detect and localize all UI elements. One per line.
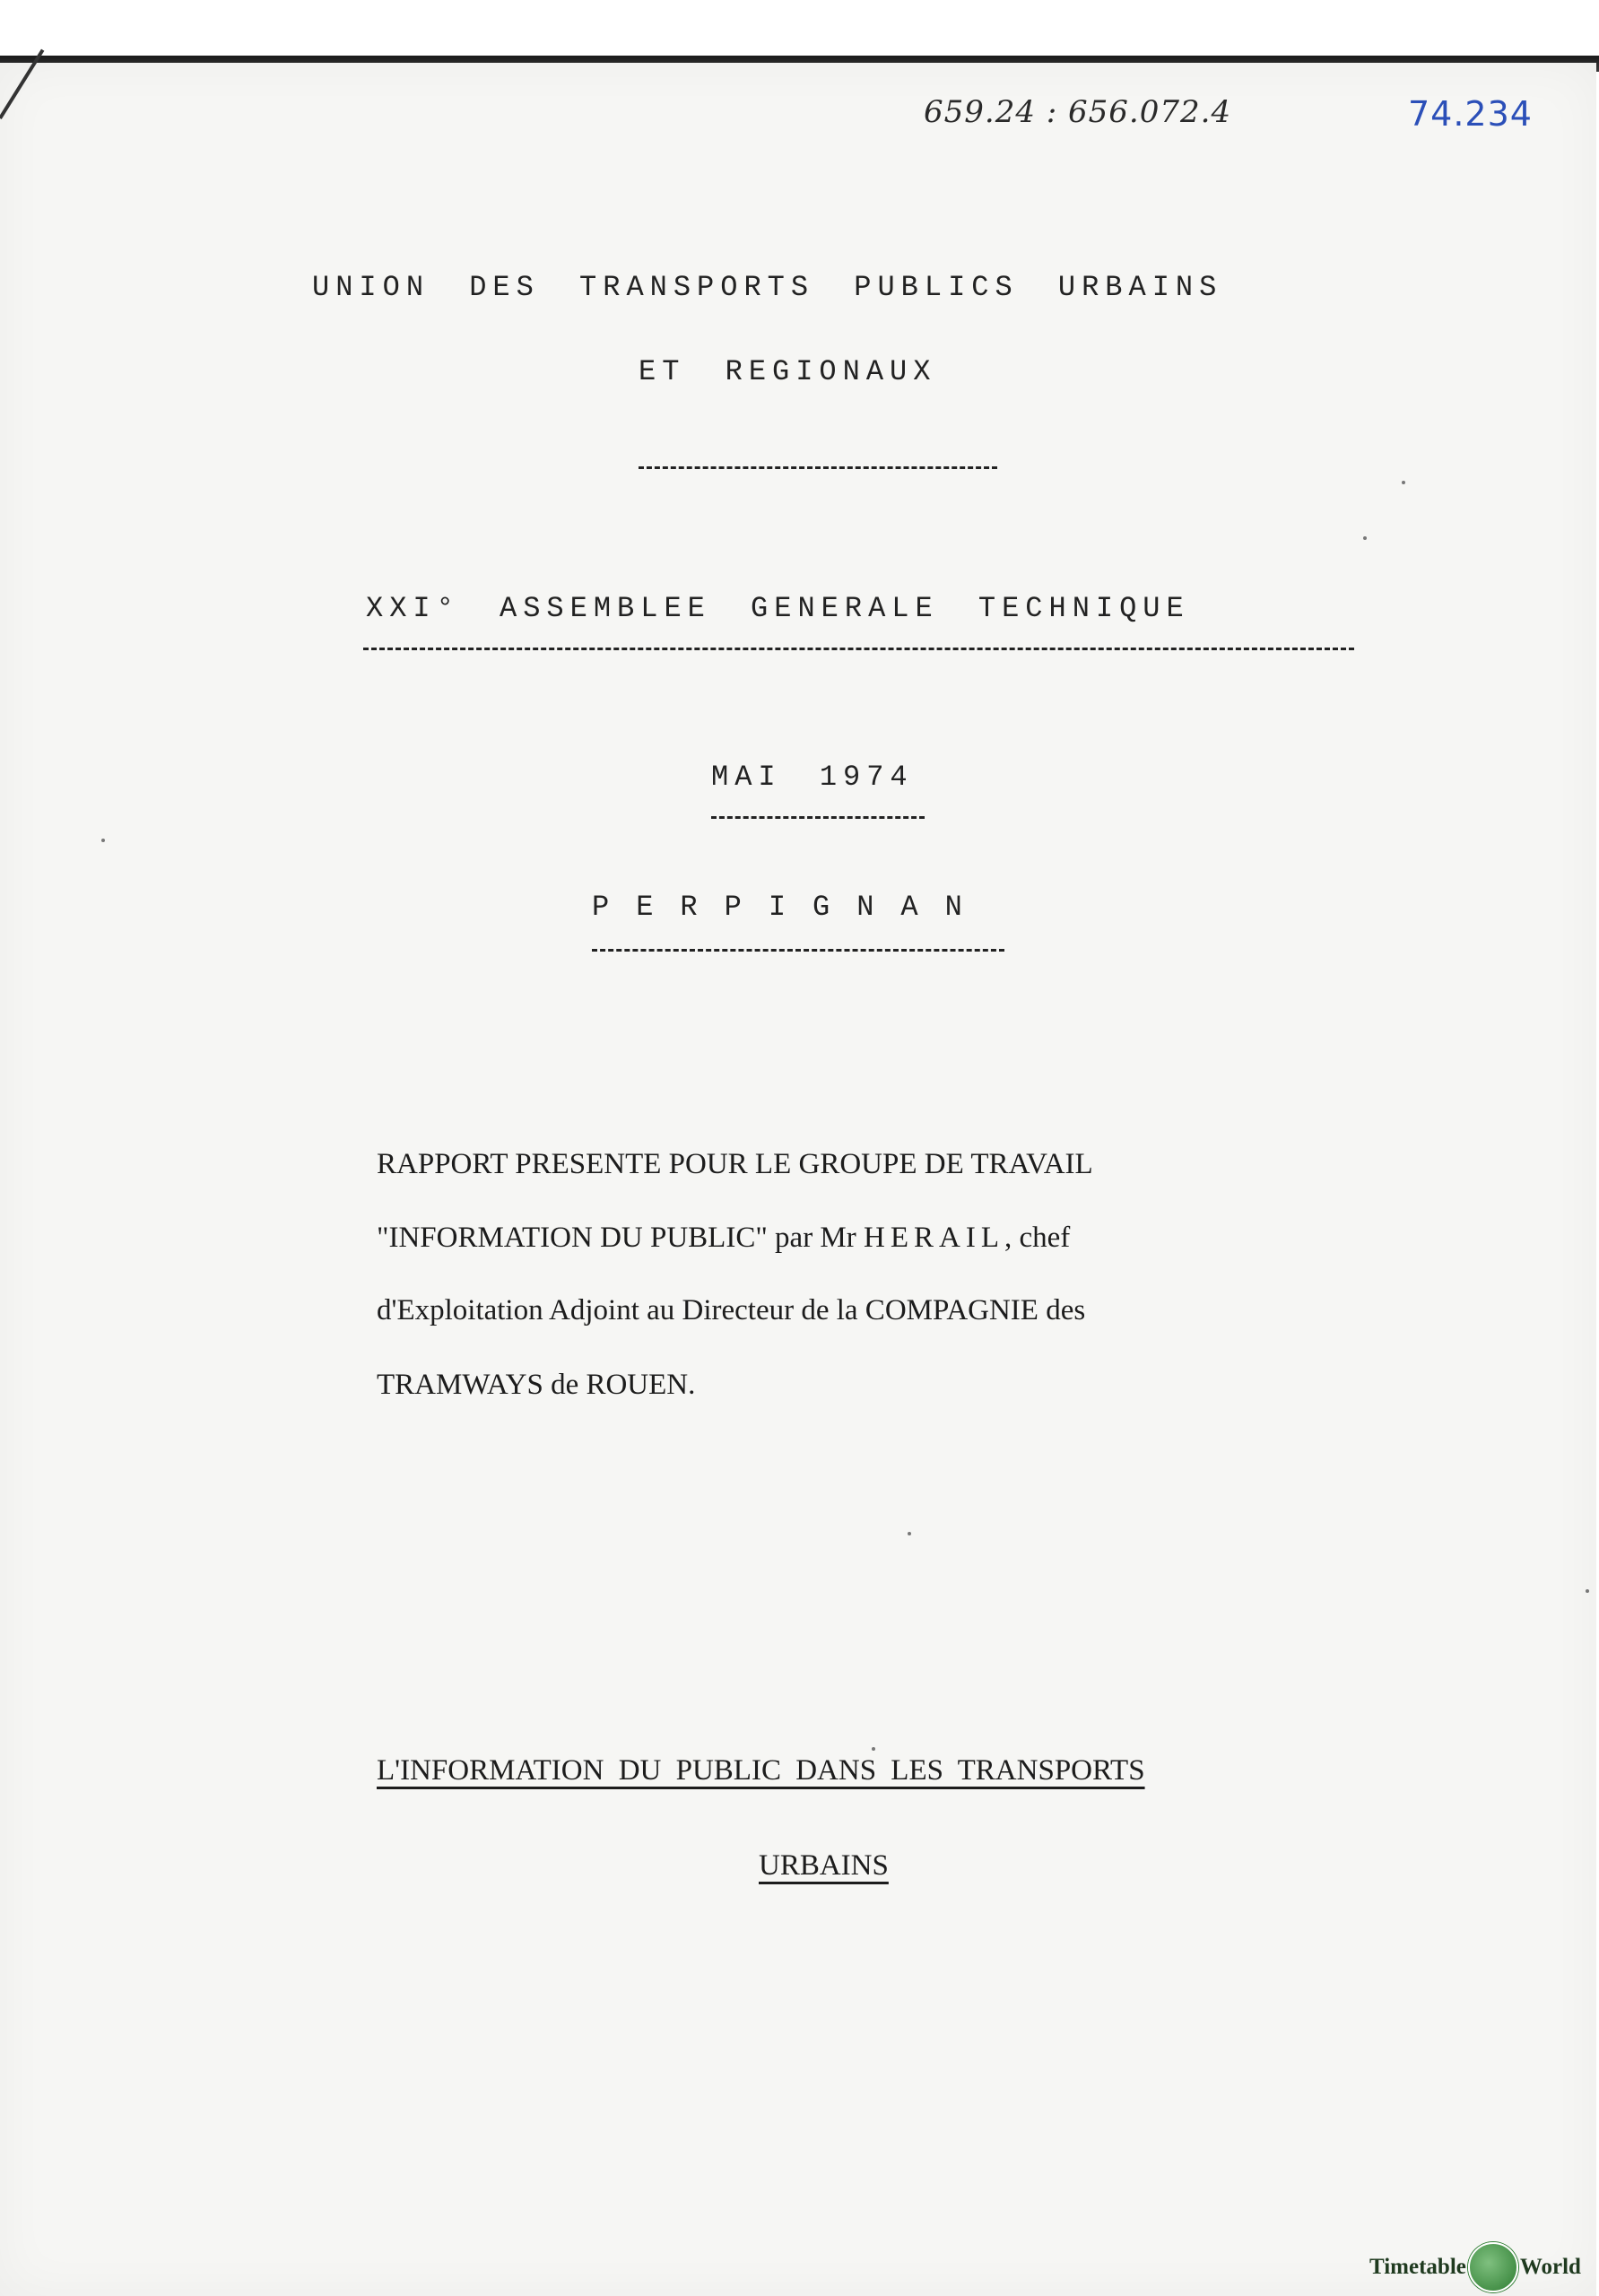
report-line-3: d'Exploitation Adjoint au Directeur de la COMPAGNIE des: [377, 1294, 1086, 1326]
document-title-line-1: L'INFORMATION DU PUBLIC DANS LES TRANSPORTS: [377, 1754, 1145, 1787]
dashed-rule: [592, 949, 1004, 952]
report-line-1: RAPPORT PRESENTE POUR LE GROUPE DE TRAVAIL: [377, 1148, 1093, 1180]
dashed-rule: [639, 466, 997, 469]
paper-speck: [872, 1747, 875, 1751]
meeting-city: PERPIGNAN: [592, 891, 989, 924]
watermark-left-text: Timetable: [1369, 2255, 1466, 2279]
paper-speck: [1402, 481, 1405, 484]
meeting-date: MAI 1974: [711, 761, 914, 794]
report-line-2-prefix: "INFORMATION DU PUBLIC" par Mr: [377, 1222, 865, 1254]
watermark-right-text: World: [1519, 2255, 1581, 2279]
dashed-rule: [711, 816, 925, 819]
paper-speck: [1586, 1589, 1589, 1593]
reference-number-annotation: 74.234: [1408, 94, 1533, 134]
organization-line-2: ET REGIONAUX: [639, 355, 937, 388]
paper-speck: [908, 1532, 911, 1535]
author-name: HERAIL: [864, 1222, 1005, 1254]
assembly-title: XXI° ASSEMBLEE GENERALE TECHNIQUE: [366, 592, 1190, 625]
dashed-rule: [363, 648, 1354, 650]
document-title-line-2: URBAINS: [759, 1849, 889, 1882]
globe-icon: [1468, 2242, 1518, 2292]
report-line-2: [377, 1222, 1070, 1255]
paper-speck: [1363, 536, 1367, 540]
paper-speck: [101, 839, 105, 842]
classification-annotation: 659.24 : 656.072.4: [924, 94, 1232, 130]
timetable-world-watermark: [1369, 2242, 1581, 2292]
report-line-2-suffix: , chef: [1004, 1222, 1071, 1254]
report-line-4: TRAMWAYS de ROUEN.: [377, 1369, 696, 1401]
organization-line-1: UNION DES TRANSPORTS PUBLICS URBAINS: [312, 271, 1223, 304]
